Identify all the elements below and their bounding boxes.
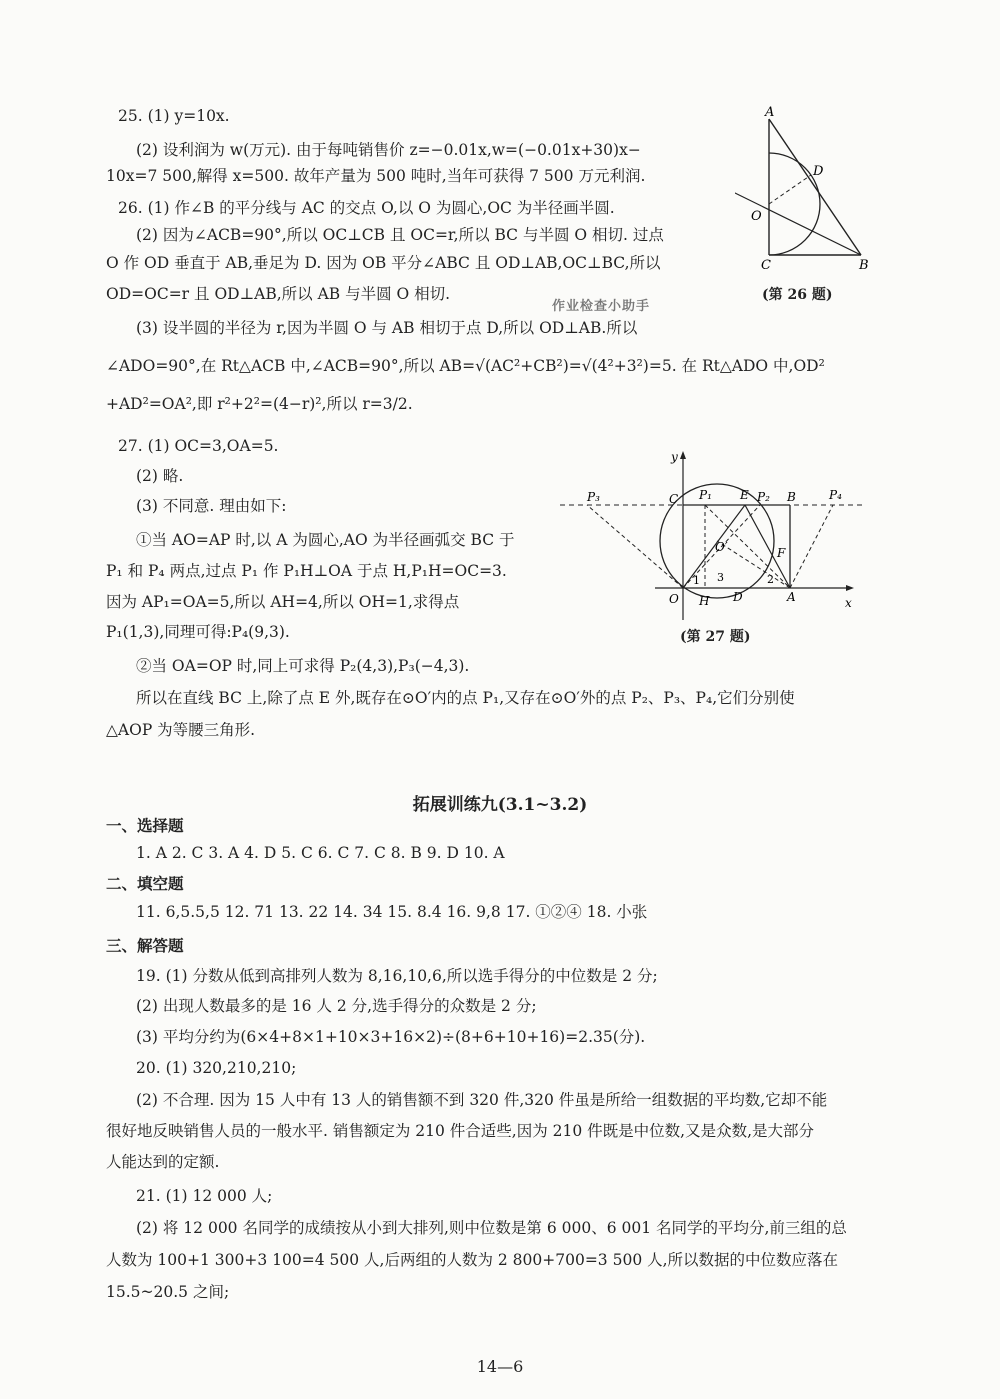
figure-27	[555, 445, 875, 625]
q26-line-4: OD=OC=r 且 OD⊥AB,所以 AB 与半圆 O 相切.	[106, 285, 451, 303]
fig27-y-arrow	[680, 451, 686, 459]
fig27-label-y: y	[671, 450, 678, 464]
fig27-label-o: O	[669, 592, 679, 606]
page-number: 14—6	[476, 1357, 524, 1376]
q19-line-3: (3) 平均分约为(6×4+8×1+10×3+16×2)÷(8+6+10+16)=2.35(分).	[136, 1028, 646, 1046]
q20-line-2: (2) 不合理. 因为 15 人中有 13 人的销售额不到 320 件,320 件虽是所给一组数据的平均数,它却不能	[136, 1091, 828, 1109]
part3-heading: 三、解答题	[106, 936, 184, 955]
q27-line-8: ②当 OA=OP 时,同上可求得 P₂(4,3),P₃(−4,3).	[136, 657, 470, 675]
q25-line-2: (2) 设利润为 w(万元). 由于每吨销售价 z=−0.01x,w=(−0.01x+30)x−	[136, 141, 641, 159]
q26-line-6: ∠ADO=90°,在 Rt△ACB 中,∠ACB=90°,所以 AB=√(AC²+CB²)=√(4²+3²)=5. 在 Rt△ADO 中,OD²	[106, 357, 825, 375]
fig27-label-h: H	[699, 594, 710, 608]
q27-line-7: P₁(1,3),同理可得:P₄(9,3).	[106, 623, 290, 641]
part1-answers: 1. A 2. C 3. A 4. D 5. C 6. C 7. C 8. B 9. D 10. A	[136, 844, 505, 862]
figure-26	[735, 105, 885, 275]
q27-line-3: (3) 不同意. 理由如下:	[136, 497, 287, 515]
q19-line-2: (2) 出现人数最多的是 16 人 2 分,选手得分的众数是 2 分;	[136, 997, 537, 1015]
q21-line-2: (2) 将 12 000 名同学的成绩按从小到大排列,则中位数是第 6 000、6 001 名同学的平均分,前三组的总	[136, 1219, 847, 1237]
q27-line-10: △AOP 为等腰三角形.	[106, 721, 256, 739]
q27-line-4: ①当 AO=AP 时,以 A 为圆心,AO 为半径画弧交 BC 于	[136, 531, 515, 549]
part2-answers: 11. 6,5.5,5 12. 71 13. 22 14. 34 15. 8.4 16. 9,8 17. ①②④ 18. 小张	[136, 903, 648, 921]
fig27-label-d: D	[733, 590, 743, 604]
fig26-od-dashed	[769, 175, 811, 204]
fig27-o-p3-dashed	[587, 505, 683, 588]
fig26-label-o: O	[751, 209, 762, 224]
figure-27-caption: (第 27 题)	[680, 629, 751, 645]
fig26-label-d: D	[813, 164, 824, 179]
fig27-label-angle-1: 1	[693, 574, 700, 587]
part2-heading: 二、填空题	[106, 874, 184, 893]
q20-line-4: 人能达到的定额.	[106, 1153, 220, 1171]
fig27-label-o-prime: O′	[715, 540, 728, 554]
fig27-label-c: C	[669, 492, 679, 506]
q26-line-3: O 作 OD 垂直于 AB,垂足为 D. 因为 OB 平分∠ABC 且 OD⊥AB,OC⊥BC,所以	[106, 254, 661, 272]
fig27-label-p4: P₄	[829, 488, 842, 502]
q27-line-6: 因为 AP₁=OA=5,所以 AH=4,所以 OH=1,求得点	[106, 593, 460, 611]
fig27-label-angle-2: 2	[767, 573, 774, 586]
q21-line-4: 15.5~20.5 之间;	[106, 1283, 230, 1301]
q25-line-3: 10x=7 500,解得 x=500. 故年产量为 500 吨时,当年可获得 7 500 万元利润.	[106, 167, 646, 185]
fig27-a-p4-dashed	[790, 505, 833, 588]
fig26-side-ab	[769, 119, 861, 255]
fig26-label-c: C	[761, 258, 771, 273]
q21-line-3: 人数为 100+1 300+3 100=4 500 人,后两组的人数为 2 800+700=3 500 人,所以数据的中位数应落在	[106, 1251, 839, 1269]
q26-line-5: (3) 设半圆的半径为 r,因为半圆 O 与 AB 相切于点 D,所以 OD⊥AB.所以	[136, 319, 638, 337]
fig26-label-a: A	[765, 105, 775, 120]
fig27-label-a: A	[787, 590, 796, 604]
fig27-label-x: x	[845, 596, 852, 610]
q26-line-2: (2) 因为∠ACB=90°,所以 OC⊥CB 且 OC=r,所以 BC 与半圆 O 相切. 过点	[136, 226, 664, 244]
q27-line-1: 27. (1) OC=3,OA=5.	[118, 437, 279, 455]
fig27-label-angle-3: 3	[717, 571, 724, 584]
q25-line-1: 25. (1) y=10x.	[118, 107, 230, 125]
q19-line-1: 19. (1) 分数从低到高排列人数为 8,16,10,6,所以选手得分的中位数是 2 分;	[136, 967, 658, 985]
q20-line-1: 20. (1) 320,210,210;	[136, 1059, 297, 1077]
q20-line-3: 很好地反映销售人员的一般水平. 销售额定为 210 件合适些,因为 210 件既是中位数,又是众数,是大部分	[106, 1122, 815, 1140]
q27-line-5: P₁ 和 P₄ 两点,过点 P₁ 作 P₁H⊥OA 于点 H,P₁H=OC=3.	[106, 562, 507, 580]
q27-line-9: 所以在直线 BC 上,除了点 E 外,既存在⊙O′内的点 P₁,又存在⊙O′外的点 P₂、P₃、P₄,它们分别使	[136, 689, 795, 707]
q26-line-7: +AD²=OA²,即 r²+2²=(4−r)²,所以 r=3/2.	[106, 395, 413, 413]
q21-line-1: 21. (1) 12 000 人;	[136, 1187, 273, 1205]
fig27-label-b: B	[787, 490, 796, 504]
fig27-label-p1: P₁	[699, 488, 712, 502]
q27-line-2: (2) 略.	[136, 467, 184, 485]
part1-heading: 一、选择题	[106, 816, 184, 835]
fig27-x-arrow	[846, 585, 854, 591]
fig27-label-f: F	[777, 546, 786, 560]
homework-stamp: 作业检查小助手	[552, 299, 651, 314]
fig27-label-p2: P₂	[757, 490, 770, 504]
q26-line-1: 26. (1) 作∠B 的平分线与 AC 的交点 O,以 O 为圆心,OC 为半径画半圆.	[118, 199, 615, 217]
fig27-label-p3: P₃	[587, 490, 600, 504]
section-title: 拓展训练九(3.1~3.2)	[412, 795, 588, 815]
fig27-label-e: E	[740, 488, 749, 502]
fig26-label-b: B	[859, 258, 869, 273]
figure-26-caption: (第 26 题)	[762, 287, 833, 303]
